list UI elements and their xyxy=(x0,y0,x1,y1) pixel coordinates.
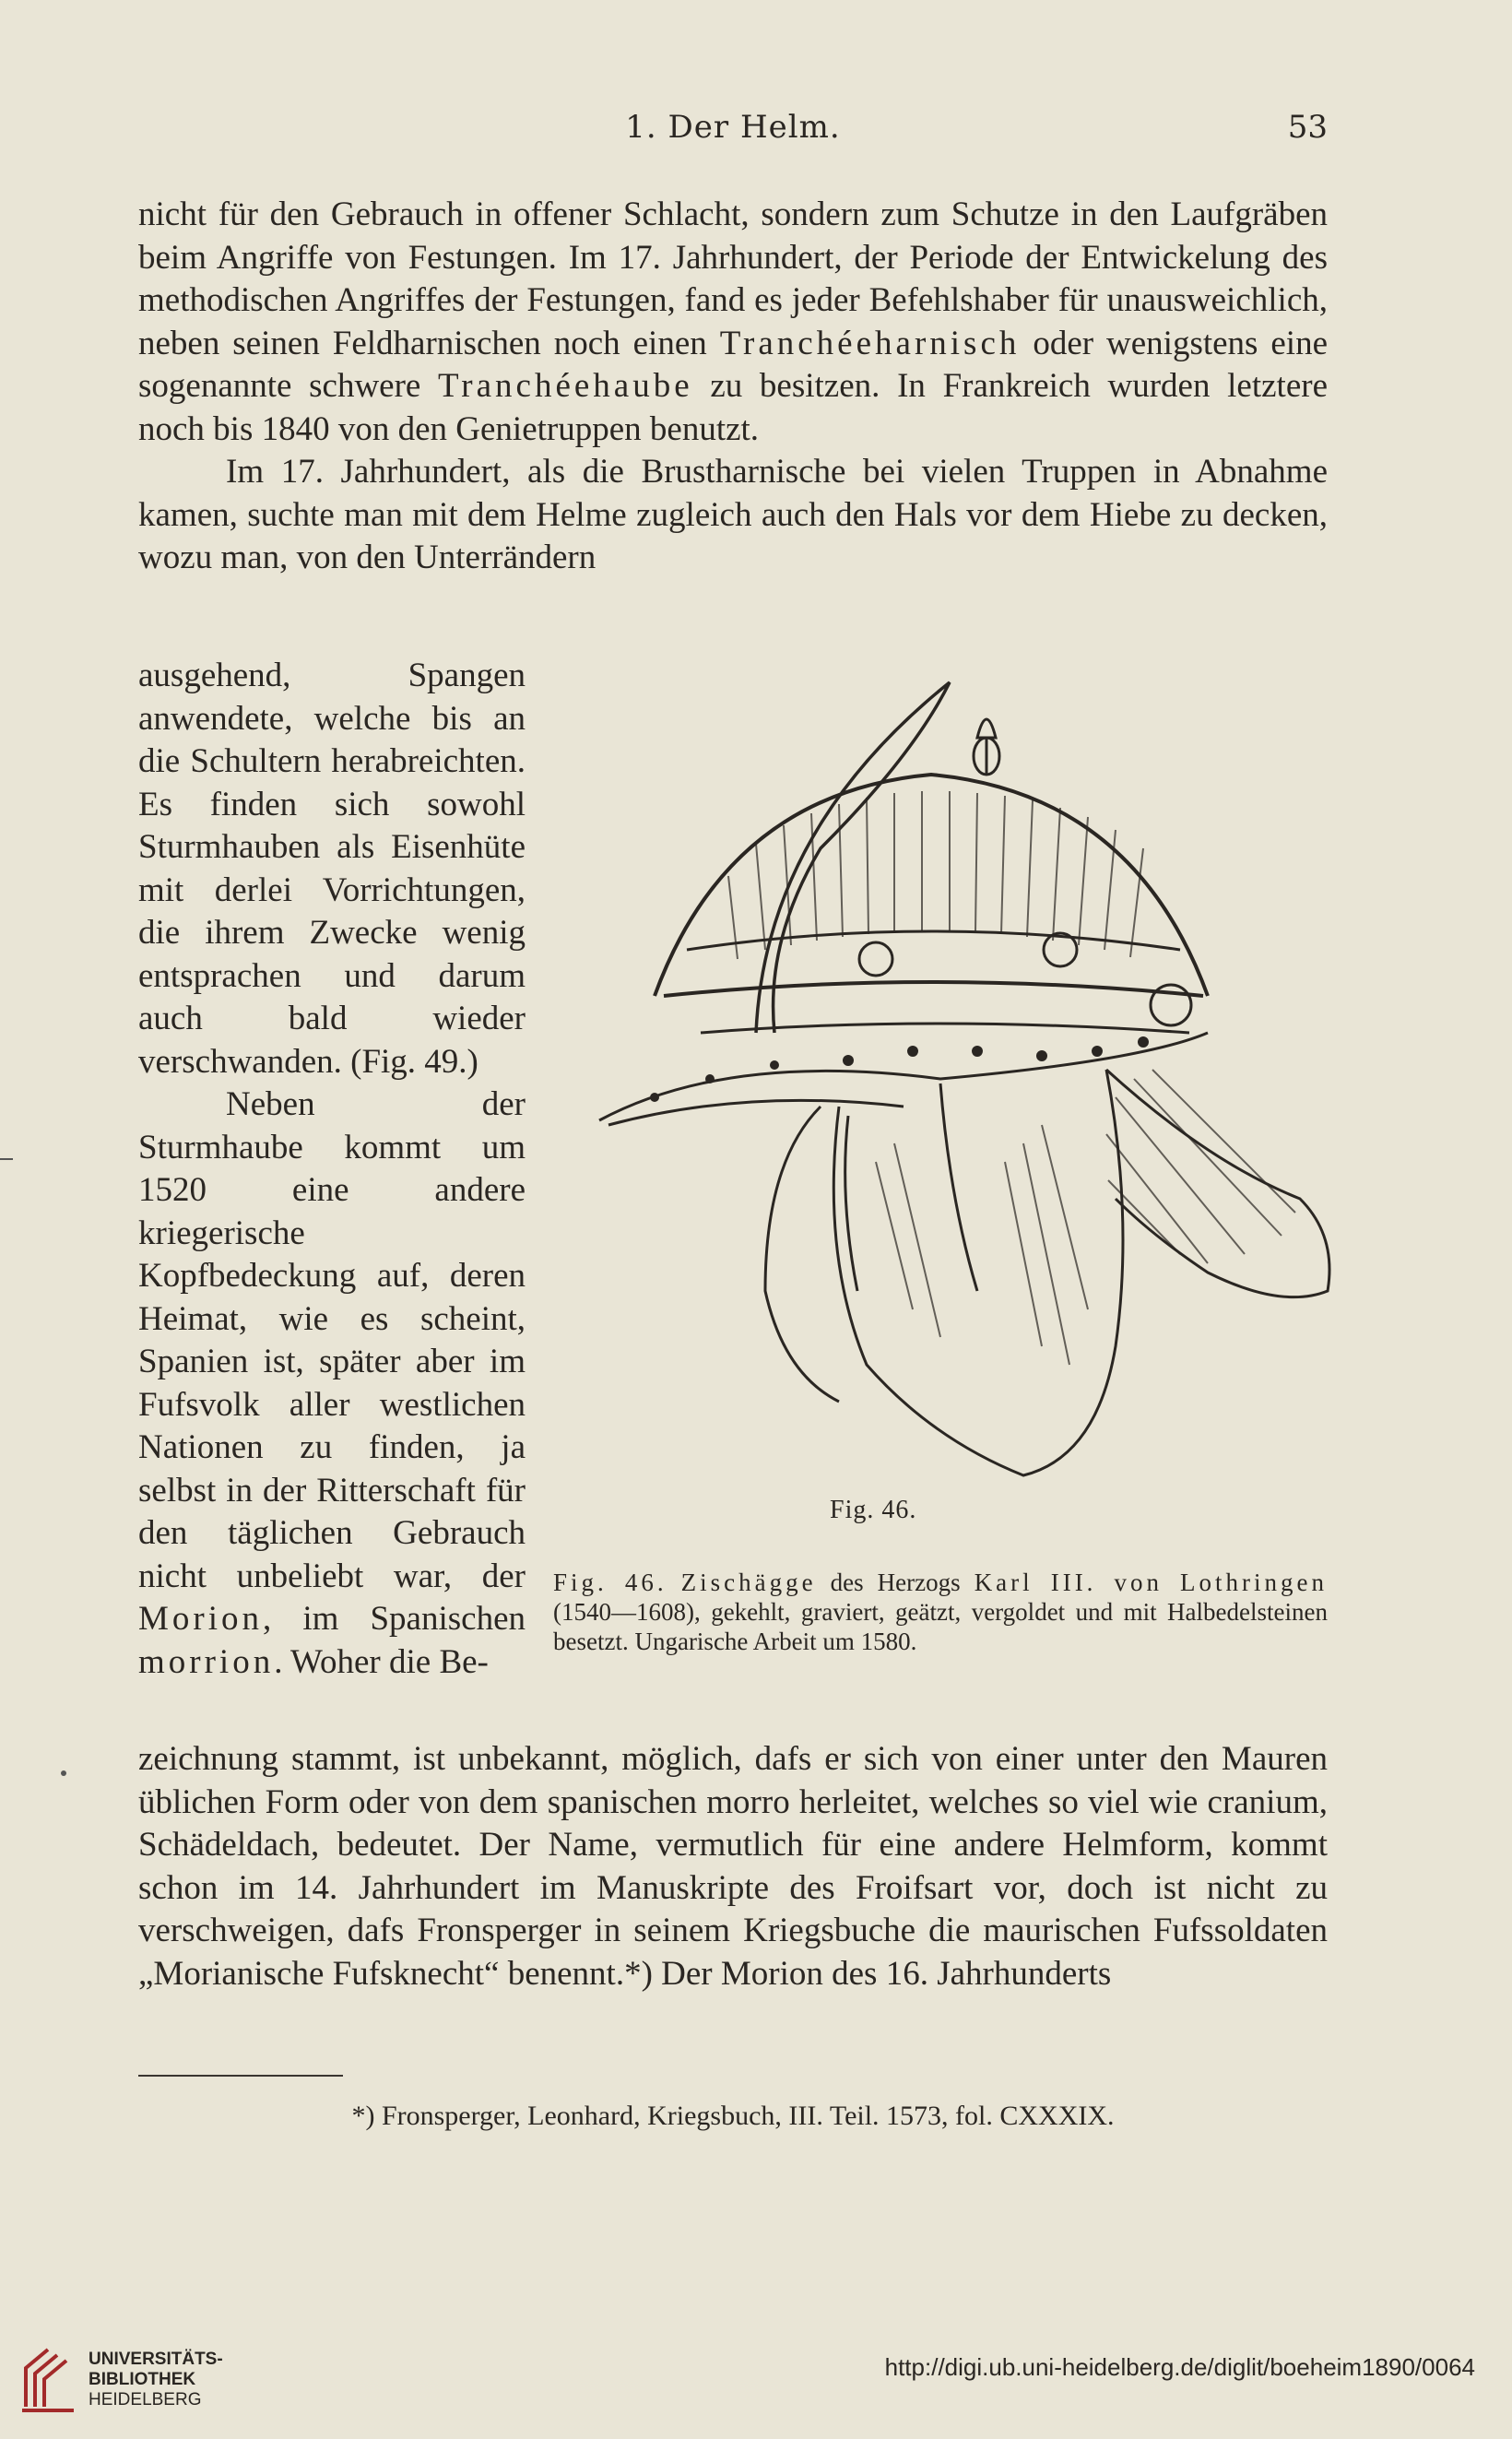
margin-mark xyxy=(0,1158,13,1160)
footnote-rule xyxy=(138,2075,343,2077)
library-emblem-icon xyxy=(20,2342,77,2416)
text-block-bottom: zeichnung stammt, ist unbekannt, möglich, dafs er sich von einer unter den Mauren üblichen Form oder von dem spanischen morro herleitet, welches so viel wie cranium, Schädeldach, bedeutet. Der Name, vermutlich für eine andere Helmform, kommt schon im 14. Jahrhundert im Manuskripte des Froifsart vor, doch ist nicht zu verschweigen, dafs Fronsperger in seinem Kriegsbuche die maurischen Fufssoldaten „Morianische Fufsknecht“ benennt.*) Der Morion des 16. Jahrhunderts xyxy=(138,1740,1328,1993)
text-block-top xyxy=(138,194,1328,580)
spaced-term: Tranchéehaube xyxy=(438,367,693,405)
paragraph-1: nicht für den Gebrauch in offener Schlacht, sondern zum Schutze in den Laufgräben beim Angriffe von Festungen. Im 17. Jahrhundert, der Periode der Entwickelung des methodischen Angriffes der Festungen, fand es jeder Befehlshaber für unausweichlich, neben seinen Feldharnischen noch einen Tranchéeharnisch oder wenigstens eine sogenannte schwere Tranchéehaube zu besitzen. In Frankreich wurden letztere noch bis 1840 von den Genietruppen benutzt. xyxy=(138,195,1329,448)
spaced-term: Karl III. von Lothringen xyxy=(974,1569,1328,1596)
source-url[interactable]: http://digi.ub.uni-heidelberg.de/diglit/boeheim1890/0064 xyxy=(884,2353,1475,2381)
library-logo xyxy=(20,2342,389,2425)
spaced-term: Zischägge xyxy=(680,1569,817,1596)
footnote: *) Fronsperger, Leonhard, Kriegsbuch, III. Teil. 1573, fol. CXXXIX. xyxy=(351,2101,1115,2131)
paragraph-3: Neben der Sturmhaube kommt um 1520 eine andere kriegerische Kopfbedeckung auf, deren Heimat, wie es scheint, Spanien ist, später aber im Fufsvolk aller westlichen Nationen zu finden, ja selbst in der Ritterschaft für den täglichen Gebrauch nicht unbeliebt war, der Morion, im Spanischen morrion. Woher die Be- xyxy=(138,1085,526,1681)
margin-dot xyxy=(61,1770,66,1776)
paragraph-2: Im 17. Jahrhundert, als die Brustharnische bei vielen Truppen in Abnahme kamen, suchte man mit dem Helme zugleich auch den Hals vor dem Hiebe zu decken, wozu man, von den Unterrändern xyxy=(138,453,1328,576)
figure-caption: Fig. 46. Zischägge des Herzogs Karl III. von Lothringen (1540—1608), gekehlt, graviert, geätzt, vergoldet und mit Halbedelsteinen besetzt. Ungarische Arbeit um 1580. xyxy=(553,1569,1328,1655)
spaced-term: Tranchéeharnisch xyxy=(719,324,1021,362)
spaced-term: morrion xyxy=(138,1642,275,1681)
page-number: 53 xyxy=(1287,109,1328,146)
running-title: 1. Der Helm. xyxy=(625,109,841,146)
helmet-illustration xyxy=(544,645,1337,1512)
library-name: UNIVERSITÄTS- BIBLIOTHEK HEIDELBERG xyxy=(89,2350,223,2409)
figure-label: Fig. 46. xyxy=(830,1496,917,1524)
text-block-wrapped xyxy=(138,655,526,1684)
page-header xyxy=(138,109,1328,164)
paragraph-2-continued: ausgehend, Spangen anwendete, welche bis an die Schultern herabreichten. Es finden sich sowohl Sturmhauben als Eisenhüte mit derlei Vorrichtungen, die ihrem Zwecke wenig entsprachen und darum auch bald wieder verschwanden. (Fig. 49.) xyxy=(138,657,526,1081)
spaced-term: Morion xyxy=(138,1600,263,1638)
